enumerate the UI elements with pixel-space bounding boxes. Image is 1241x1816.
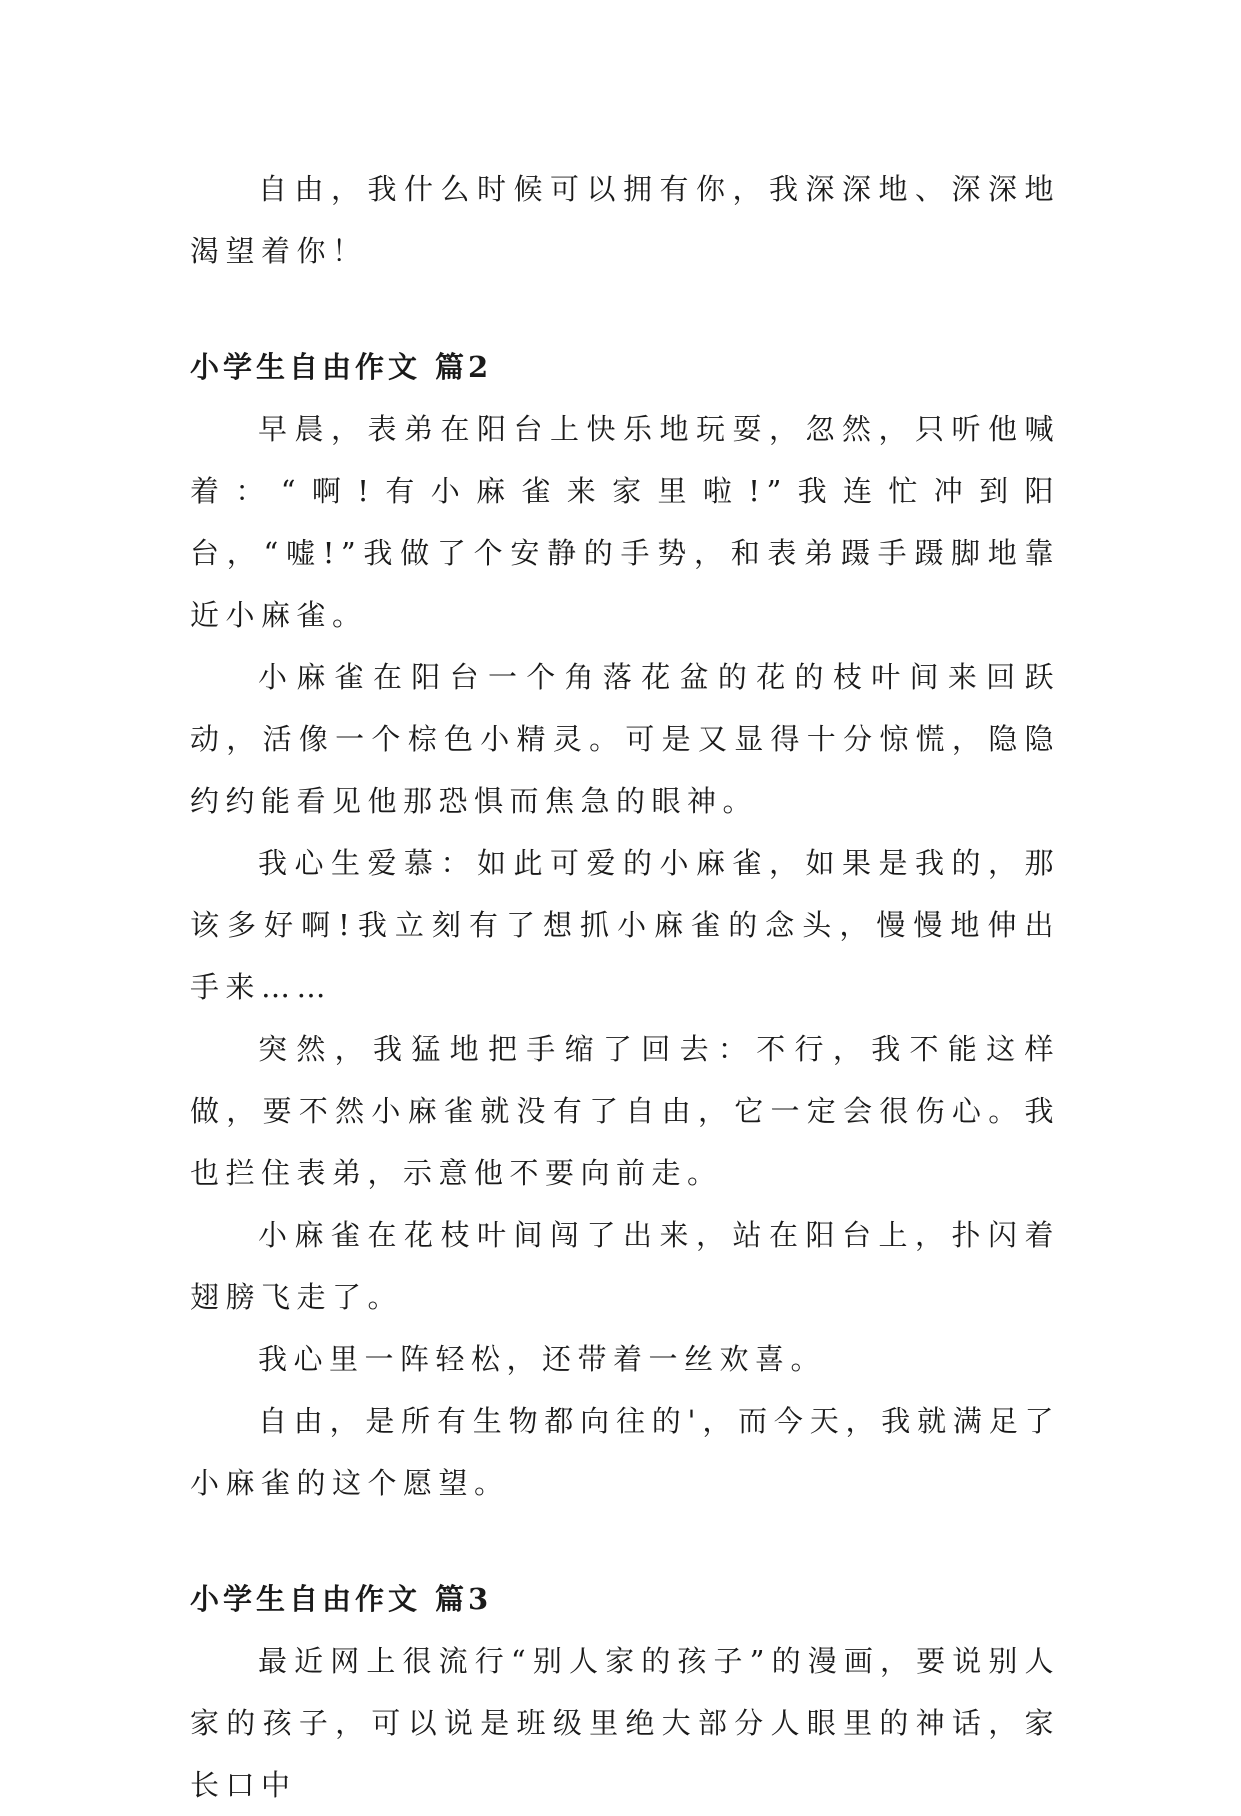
paragraph: 我心生爱慕：如此可爱的小麻雀，如果是我的，那该多好啊!我立刻有了想抓小麻雀的念头，慢慢地伸出手来……: [190, 846, 1060, 1004]
section-gap: [190, 1514, 1060, 1568]
paragraph: 小麻雀在花枝叶间闯了出来，站在阳台上，扑闪着翅膀飞走了。: [190, 1218, 1060, 1314]
section-heading: [190, 336, 1060, 398]
paragraph: 最近网上很流行“别人家的孩子”的漫画，要说别人家的孩子，可以说是班级里绝大部分人眼里的神话，家长口中: [190, 1644, 1060, 1802]
document-body: [190, 158, 1060, 1816]
paragraph: 突然，我猛地把手缩了回去：不行，我不能这样做，要不然小麻雀就没有了自由，它一定会很伤心。我也拦住表弟，示意他不要向前走。: [190, 1032, 1060, 1190]
paragraph: 早晨，表弟在阳台上快乐地玩耍，忽然，只听他喊着：“啊!有小麻雀来家里啦!”我连忙冲到阳台，“嘘!”我做了个安静的手势，和表弟蹑手蹑脚地靠近小麻雀。: [190, 412, 1060, 632]
section-heading: [190, 1568, 1060, 1630]
paragraph: 小麻雀在阳台一个角落花盆的花的枝叶间来回跃动，活像一个棕色小精灵。可是又显得十分惊慌，隐隐约约能看见他那恐惧而焦急的眼神。: [190, 660, 1060, 818]
section-gap: [190, 282, 1060, 336]
section-number: 篇2: [435, 350, 493, 384]
paragraph: 自由，是所有生物都向往的'，而今天，我就满足了小麻雀的这个愿望。: [190, 1404, 1060, 1500]
section-number: 篇3: [435, 1582, 493, 1616]
section-title: 小学生自由作文: [190, 350, 422, 384]
paragraph: 我心里一阵轻松，还带着一丝欢喜。: [258, 1342, 827, 1376]
section-title: 小学生自由作文: [190, 1582, 422, 1616]
paragraph: 自由，我什么时候可以拥有你，我深深地、深深地渴望着你！: [190, 172, 1060, 268]
